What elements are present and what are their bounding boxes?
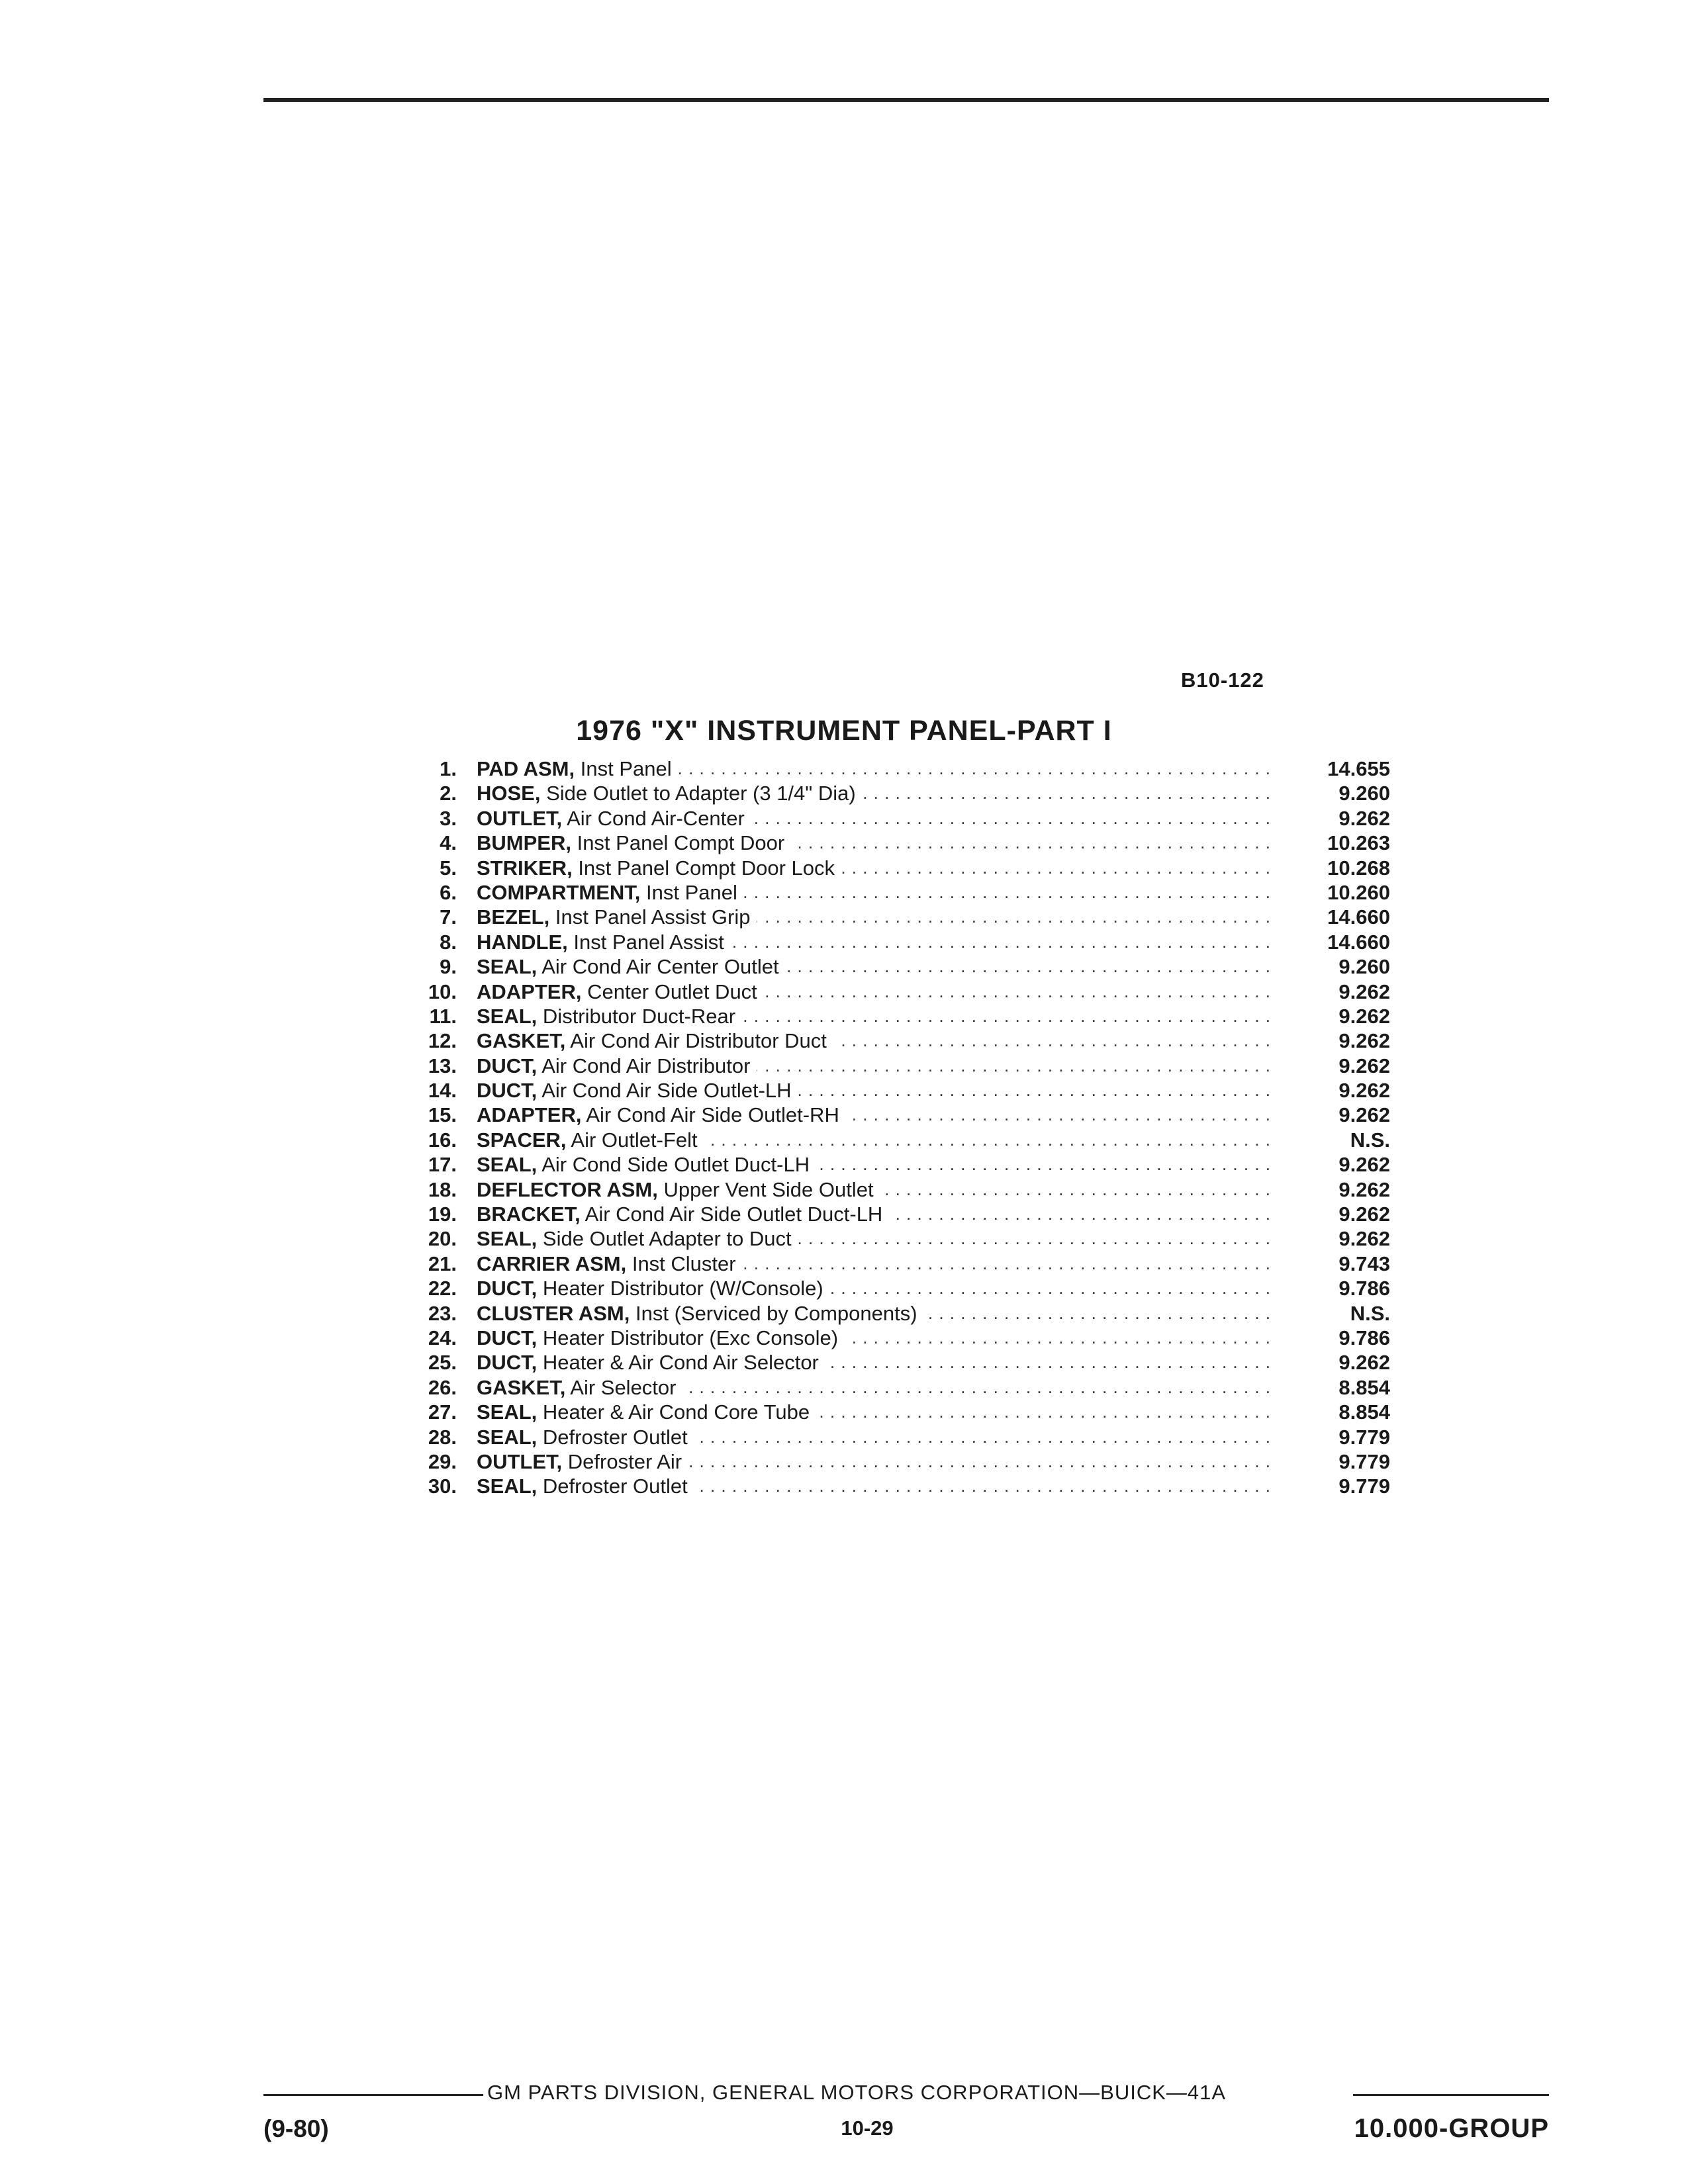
part-number: 8.	[440, 930, 457, 954]
part-group-number: 14.660	[1327, 930, 1390, 954]
part-description	[477, 831, 1271, 855]
part-row	[410, 905, 1390, 929]
part-name: OUTLET,	[477, 806, 563, 830]
part-group-number: 9.262	[1338, 1079, 1390, 1103]
part-detail: Air Selector	[570, 1375, 677, 1399]
part-name: GASKET,	[477, 1029, 566, 1053]
part-name: GASKET,	[477, 1375, 566, 1399]
part-group-number: 10.263	[1327, 831, 1390, 855]
part-detail: Heater Distributor (W/Console)	[542, 1277, 823, 1300]
part-number: 22.	[428, 1277, 457, 1300]
part-group-number: 9.262	[1338, 1203, 1390, 1226]
part-name: SEAL,	[477, 1400, 538, 1424]
part-name: DUCT,	[477, 1277, 538, 1300]
part-row	[410, 856, 1390, 880]
part-detail: Inst Panel Compt Door Lock	[578, 856, 835, 880]
part-group-number: 9.786	[1338, 1326, 1390, 1349]
part-row	[410, 1028, 1390, 1053]
part-detail: Center Outlet Duct	[587, 979, 757, 1003]
part-group-number: 9.743	[1338, 1251, 1390, 1275]
part-name: STRIKER,	[477, 856, 573, 880]
part-number: 3.	[440, 806, 457, 830]
part-group-number: 9.779	[1338, 1449, 1390, 1473]
part-row	[410, 930, 1390, 954]
part-detail: Heater & Air Cond Air Selector	[542, 1351, 819, 1375]
part-row	[410, 954, 1390, 979]
part-name: HOSE,	[477, 782, 541, 805]
part-group-number: 14.655	[1327, 757, 1390, 780]
part-group-number: 9.262	[1338, 1054, 1390, 1077]
part-row	[410, 1054, 1390, 1078]
part-group-number: 9.779	[1338, 1475, 1390, 1498]
part-description	[477, 1375, 1271, 1400]
part-detail: Air Cond Air Side Outlet Duct-LH	[585, 1203, 883, 1226]
part-number: 13.	[428, 1054, 457, 1077]
part-number: 5.	[440, 856, 457, 880]
part-description	[477, 1425, 1271, 1449]
footer-group: 10.000-GROUP	[1354, 2114, 1549, 2143]
part-group-number: 9.262	[1338, 1103, 1390, 1127]
part-number: 16.	[428, 1128, 457, 1152]
part-number: 25.	[428, 1351, 457, 1375]
part-detail: Inst Panel Assist Grip	[555, 905, 751, 929]
part-description	[477, 1028, 1271, 1053]
part-group-number: 9.262	[1338, 1227, 1390, 1251]
part-row	[410, 1425, 1390, 1449]
part-row	[410, 979, 1390, 1004]
part-group-number: 9.262	[1338, 806, 1390, 830]
part-group-number: N.S.	[1350, 1128, 1390, 1152]
part-description	[477, 1004, 1271, 1028]
part-name: SPACER,	[477, 1128, 567, 1152]
part-number: 15.	[428, 1103, 457, 1127]
footer-rule-left	[263, 2094, 483, 2096]
part-row	[410, 1226, 1390, 1251]
part-group-number: 9.779	[1338, 1425, 1390, 1449]
part-name: SEAL,	[477, 1153, 538, 1177]
footer-page-number: 10-29	[841, 2116, 894, 2140]
part-row	[410, 756, 1390, 781]
part-name: PAD ASM,	[477, 757, 575, 780]
part-group-number: 9.262	[1338, 1351, 1390, 1375]
part-group-number: 8.854	[1338, 1400, 1390, 1424]
part-detail: Upper Vent Side Outlet	[663, 1177, 874, 1201]
part-group-number: N.S.	[1350, 1301, 1390, 1325]
part-number: 10.	[428, 979, 457, 1003]
part-name: SEAL,	[477, 1475, 538, 1498]
part-description	[477, 1078, 1271, 1103]
parts-list-title: 1976 "X" INSTRUMENT PANEL-PART I	[576, 715, 1112, 747]
top-rule	[263, 98, 1549, 102]
part-description	[477, 1326, 1271, 1350]
footer-corporation-line	[263, 2079, 1549, 2106]
part-number: 18.	[428, 1177, 457, 1201]
part-group-number: 8.854	[1338, 1375, 1390, 1399]
part-group-number: 9.260	[1338, 782, 1390, 805]
part-detail: Air Cond Air Center Outlet	[541, 955, 779, 979]
part-name: DUCT,	[477, 1351, 538, 1375]
part-number: 7.	[440, 905, 457, 929]
part-detail: Side Outlet Adapter to Duct	[542, 1227, 792, 1251]
part-number: 24.	[428, 1326, 457, 1349]
part-group-number: 9.260	[1338, 955, 1390, 979]
part-name: HANDLE,	[477, 930, 568, 954]
part-description	[477, 1276, 1271, 1300]
part-group-number: 9.262	[1338, 1153, 1390, 1177]
part-name: OUTLET,	[477, 1449, 563, 1473]
part-row	[410, 1474, 1390, 1498]
part-description	[477, 1449, 1271, 1474]
part-name: BEZEL,	[477, 905, 550, 929]
part-detail: Heater & Air Cond Core Tube	[542, 1400, 810, 1424]
part-description	[477, 1152, 1271, 1177]
part-number: 20.	[428, 1227, 457, 1251]
part-number: 6.	[440, 880, 457, 904]
part-description	[477, 905, 1271, 929]
part-description	[477, 979, 1271, 1004]
part-description	[477, 1301, 1271, 1326]
part-detail: Inst Panel	[646, 880, 737, 904]
part-row	[410, 1103, 1390, 1127]
part-description	[477, 756, 1271, 781]
part-description	[477, 1251, 1271, 1276]
part-row	[410, 1004, 1390, 1028]
part-group-number: 14.660	[1327, 905, 1390, 929]
part-detail: Defroster Outlet	[542, 1425, 688, 1449]
part-description	[477, 1474, 1271, 1498]
part-number: 11.	[429, 1004, 457, 1028]
footer-corporation: GM PARTS DIVISION, GENERAL MOTORS CORPORATION—BUICK—41A	[487, 2081, 1227, 2104]
part-name: SEAL,	[477, 955, 538, 979]
part-row	[410, 1078, 1390, 1103]
part-row	[410, 1128, 1390, 1152]
part-row	[410, 806, 1390, 831]
part-detail: Heater Distributor (Exc Console)	[542, 1326, 839, 1349]
figure-reference: B10-122	[1181, 668, 1264, 692]
part-detail: Air Cond Air Side Outlet-RH	[586, 1103, 839, 1127]
part-number: 14.	[428, 1079, 457, 1103]
part-row	[410, 831, 1390, 855]
part-detail: Air Cond Air Side Outlet-LH	[541, 1079, 792, 1103]
part-name: ADAPTER,	[477, 979, 582, 1003]
part-detail: Defroster Air	[567, 1449, 682, 1473]
part-name: BRACKET,	[477, 1203, 581, 1226]
part-number: 19.	[428, 1203, 457, 1226]
part-group-number: 9.262	[1338, 1029, 1390, 1053]
part-number: 21.	[428, 1251, 457, 1275]
part-group-number: 10.268	[1327, 856, 1390, 880]
part-detail: Side Outlet to Adapter (3 1/4" Dia)	[546, 782, 856, 805]
part-row	[410, 1251, 1390, 1276]
part-group-number: 9.786	[1338, 1277, 1390, 1300]
parts-list	[410, 756, 1390, 1499]
part-number: 27.	[428, 1400, 457, 1424]
part-name: SEAL,	[477, 1425, 538, 1449]
part-number: 29.	[428, 1449, 457, 1473]
footer-date: (9-80)	[263, 2115, 329, 2142]
part-row	[410, 781, 1390, 805]
part-description	[477, 1054, 1271, 1078]
part-number: 4.	[440, 831, 457, 855]
part-row	[410, 1449, 1390, 1474]
part-detail: Inst Panel Assist	[573, 930, 724, 954]
part-description	[477, 1128, 1271, 1152]
part-description	[477, 806, 1271, 831]
part-description	[477, 1177, 1271, 1202]
part-row	[410, 1326, 1390, 1350]
part-number: 12.	[428, 1029, 457, 1053]
part-group-number: 9.262	[1338, 1004, 1390, 1028]
part-name: BUMPER,	[477, 831, 571, 855]
part-description	[477, 1103, 1271, 1127]
part-detail: Inst Panel	[580, 757, 672, 780]
footer-rule-right	[1353, 2094, 1549, 2096]
part-description	[477, 954, 1271, 979]
part-row	[410, 1301, 1390, 1326]
part-description	[477, 1350, 1271, 1375]
part-description	[477, 930, 1271, 954]
part-name: DUCT,	[477, 1079, 538, 1103]
part-name: SEAL,	[477, 1004, 538, 1028]
part-description	[477, 1202, 1271, 1226]
part-name: DEFLECTOR ASM,	[477, 1177, 658, 1201]
part-detail: Defroster Outlet	[542, 1475, 688, 1498]
part-number: 30.	[428, 1475, 457, 1498]
part-name: ADAPTER,	[477, 1103, 582, 1127]
part-description	[477, 781, 1271, 805]
part-detail: Distributor Duct-Rear	[542, 1004, 736, 1028]
part-number: 1.	[440, 757, 457, 780]
part-group-number: 9.262	[1338, 979, 1390, 1003]
part-name: CARRIER ASM,	[477, 1251, 627, 1275]
part-name: SEAL,	[477, 1227, 538, 1251]
part-name: COMPARTMENT,	[477, 880, 641, 904]
part-group-number: 10.260	[1327, 880, 1390, 904]
part-row	[410, 1202, 1390, 1226]
part-detail: Inst Cluster	[632, 1251, 736, 1275]
part-row	[410, 880, 1390, 905]
part-description	[477, 1226, 1271, 1251]
part-detail: Air Cond Air-Center	[567, 806, 745, 830]
part-row	[410, 1350, 1390, 1375]
part-description	[477, 856, 1271, 880]
part-number: 26.	[428, 1375, 457, 1399]
part-description	[477, 880, 1271, 905]
part-description	[477, 1400, 1271, 1424]
part-number: 17.	[428, 1153, 457, 1177]
part-detail: Air Cond Side Outlet Duct-LH	[541, 1153, 810, 1177]
part-row	[410, 1375, 1390, 1400]
part-row	[410, 1152, 1390, 1177]
part-number: 9.	[440, 955, 457, 979]
part-number: 2.	[440, 782, 457, 805]
part-name: DUCT,	[477, 1326, 538, 1349]
part-detail: Inst (Serviced by Components)	[635, 1301, 917, 1325]
part-row	[410, 1276, 1390, 1300]
part-row	[410, 1400, 1390, 1424]
part-detail: Air Cond Air Distributor Duct	[570, 1029, 827, 1053]
part-number: 23.	[428, 1301, 457, 1325]
part-group-number: 9.262	[1338, 1177, 1390, 1201]
part-number: 28.	[428, 1425, 457, 1449]
part-detail: Inst Panel Compt Door	[577, 831, 785, 855]
part-name: DUCT,	[477, 1054, 538, 1077]
part-row	[410, 1177, 1390, 1202]
part-detail: Air Cond Air Distributor	[541, 1054, 751, 1077]
part-detail: Air Outlet-Felt	[571, 1128, 698, 1152]
part-name: CLUSTER ASM,	[477, 1301, 630, 1325]
